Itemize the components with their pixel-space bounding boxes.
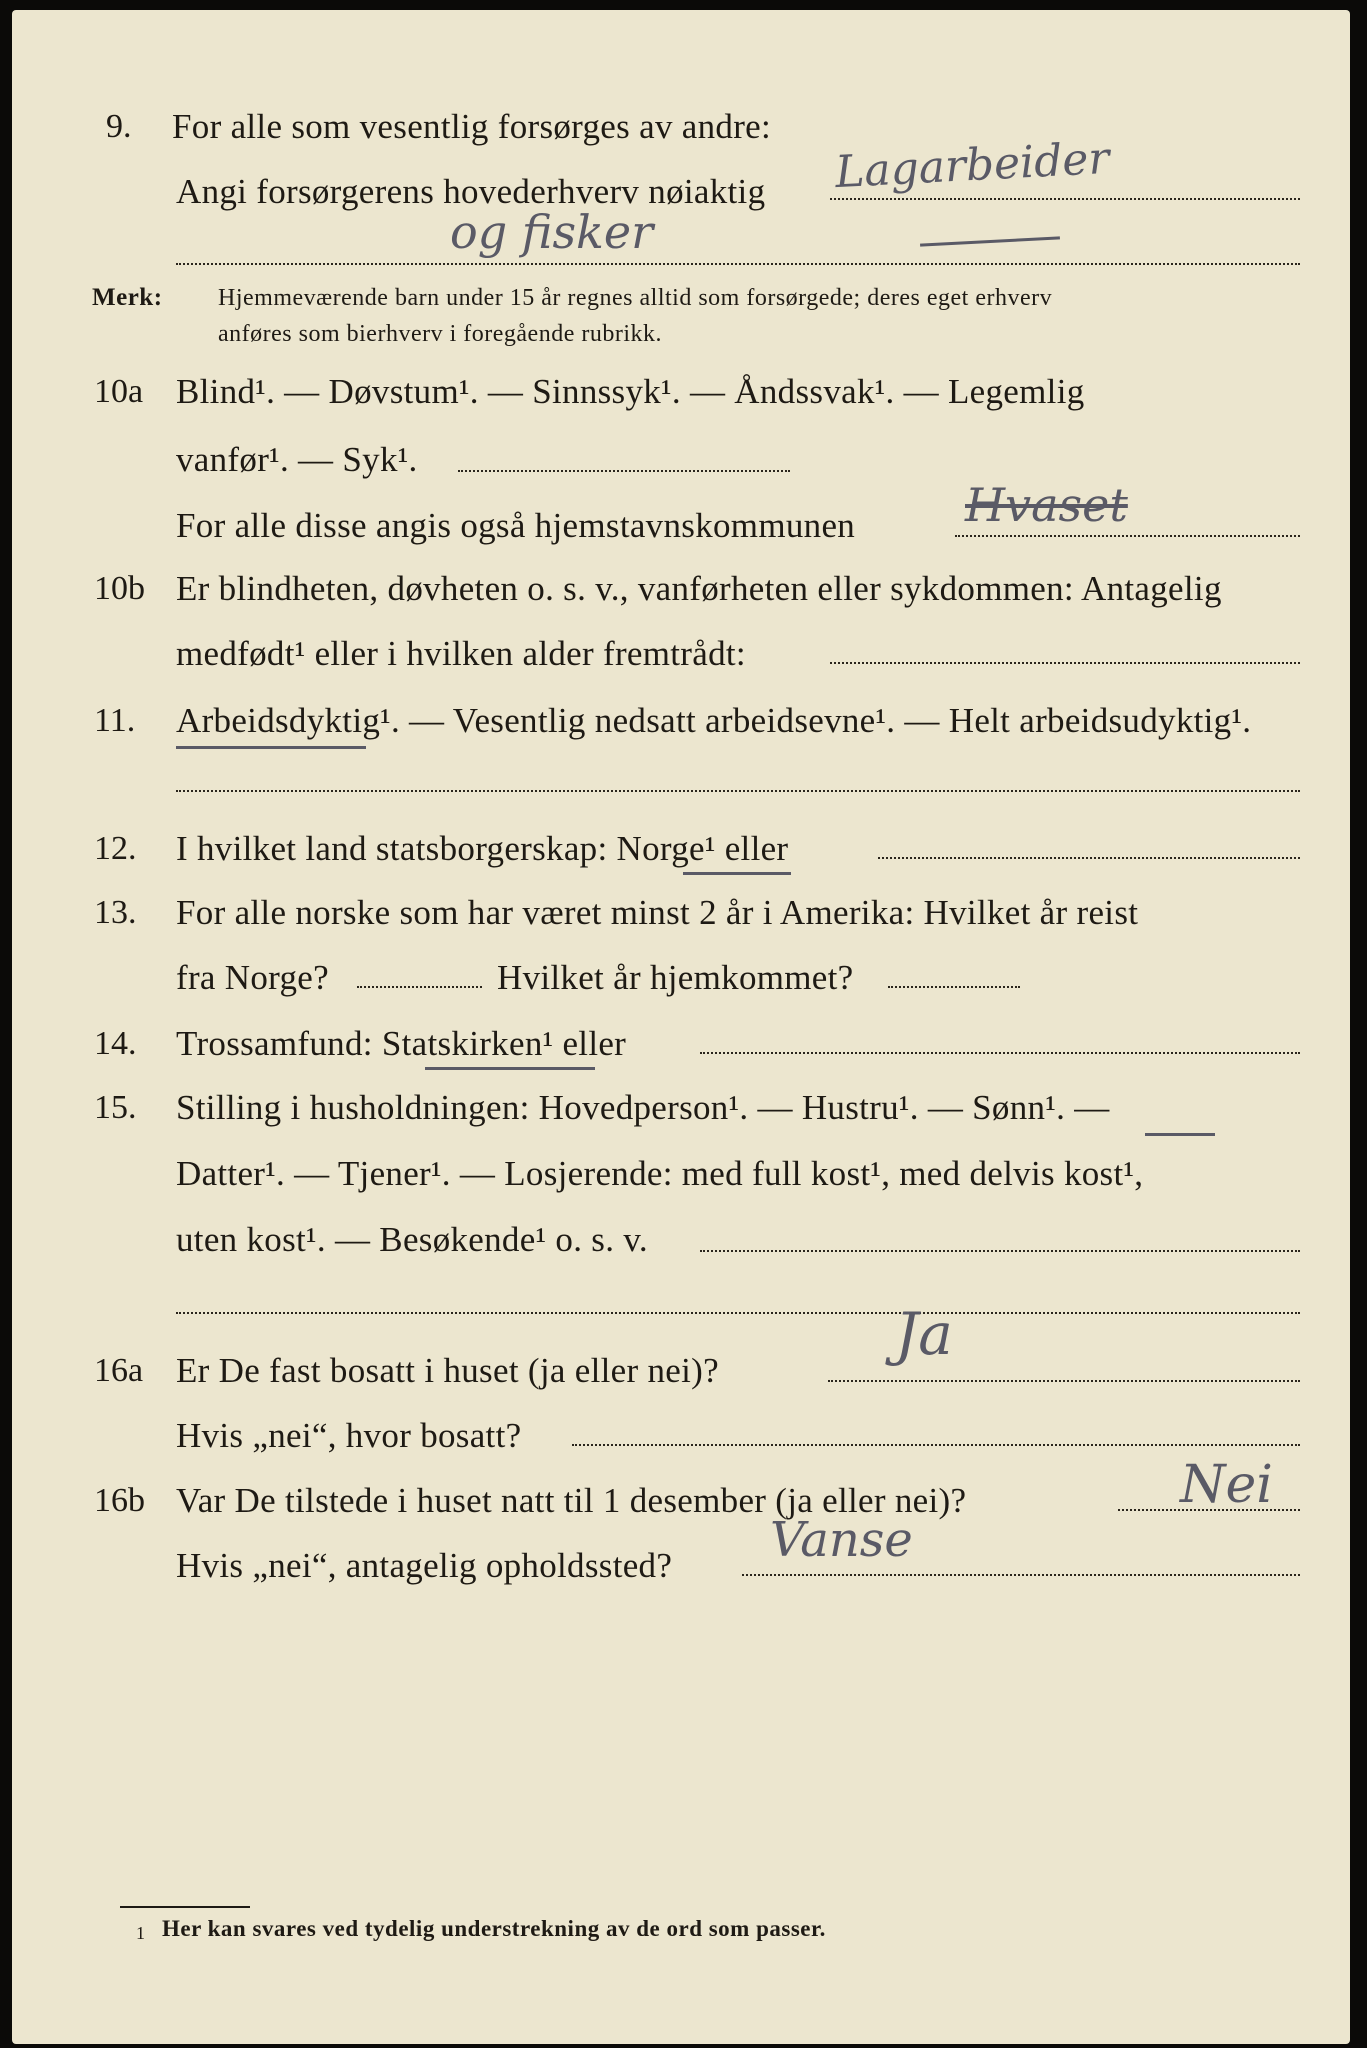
q11-underline-mark: [176, 746, 366, 749]
q13-line2a: fra Norge?: [176, 958, 329, 997]
q12-dotline: [878, 857, 1300, 859]
q13-dotline2: [888, 986, 1020, 988]
q15-underline-mark: [1145, 1133, 1215, 1136]
q10a-dotline2: [955, 535, 1300, 537]
q11-dotline: [176, 790, 1300, 792]
merk-label: Merk:: [92, 284, 163, 311]
q13-line2b: Hvilket år hjemkommet?: [497, 958, 854, 997]
q16b-answer-present[interactable]: Nei: [1180, 1455, 1273, 1515]
q15-line1: Stilling i husholdningen: Hovedperson¹. — Hustru¹. — Sønn¹. —: [176, 1088, 1110, 1127]
q16b-line1: Var De tilstede i huset natt til 1 desember (ja eller nei)?: [176, 1481, 967, 1520]
q9-dotline2: [176, 263, 1300, 265]
q10a-answer-home-municipality[interactable]: Hvaset: [965, 478, 1128, 532]
q13-line1: For alle norske som har været minst 2 år i Amerika: Hvilket år reist: [176, 893, 1139, 932]
q16a-answer[interactable]: Ja: [895, 1300, 953, 1368]
q16a-dotline2: [572, 1444, 1300, 1446]
merk-line2: anføres som bierhverv i foregående rubrikk.: [218, 321, 663, 347]
q16b-line2: Hvis „nei“, antagelig opholdssted?: [176, 1546, 673, 1585]
q13-dotline1: [357, 986, 482, 988]
q16a-line2: Hvis „nei“, hvor bosatt?: [176, 1416, 522, 1455]
merk-line1: Hjemmeværende barn under 15 år regnes alltid som forsørgede; deres eget erhverv: [218, 285, 1053, 311]
q16a-line1: Er De fast bosatt i huset (ja eller nei)?: [176, 1351, 719, 1390]
q15-line2: Datter¹. — Tjener¹. — Losjerende: med full kost¹, med delvis kost¹,: [176, 1154, 1144, 1193]
q10b-line1: Er blindheten, døvheten o. s. v., vanførheten eller sykdommen: Antagelig: [176, 569, 1222, 608]
q11-number: 11.: [94, 702, 136, 739]
q9-line2: Angi forsørgerens hovederhverv nøiaktig: [176, 172, 766, 211]
q15-dotline2: [176, 1312, 1300, 1314]
q10b-number: 10b: [94, 570, 145, 607]
q10a-number: 10a: [94, 373, 144, 410]
q10a-line2: vanfør¹. — Syk¹.: [176, 440, 418, 479]
q9-number: 9.: [106, 108, 132, 145]
q16b-dotline2: [742, 1574, 1300, 1576]
q16b-dotline1: [1118, 1509, 1300, 1511]
q16b-number: 16b: [94, 1482, 145, 1519]
q15-line3: uten kost¹. — Besøkende¹ o. s. v.: [176, 1220, 648, 1259]
q13-number: 13.: [94, 894, 137, 931]
q16a-number: 16a: [94, 1352, 144, 1389]
q14-dotline: [700, 1052, 1300, 1054]
q12-number: 12.: [94, 830, 137, 867]
q10a-line1: Blind¹. — Døvstum¹. — Sinnssyk¹. — Åndssvak¹. — Legemlig: [176, 372, 1085, 411]
q10b-dotline: [830, 662, 1300, 664]
q14-underline-mark: [425, 1067, 595, 1070]
footnote-rule: [120, 1906, 250, 1908]
q16b-answer-location[interactable]: Vanse: [770, 1512, 913, 1568]
q9-answer-continued[interactable]: og fisker: [450, 205, 654, 259]
q10a-line3: For alle disse angis også hjemstavnskommunen: [176, 506, 856, 545]
q10a-dotline1: [458, 470, 790, 472]
q15-number: 15.: [94, 1089, 137, 1126]
q14-number: 14.: [94, 1025, 137, 1062]
q9-line1: For alle som vesentlig forsørges av andre:: [172, 107, 772, 146]
q14-line1: Trossamfund: Statskirken¹ eller: [176, 1024, 627, 1063]
q16a-dotline1: [828, 1380, 1300, 1382]
footnote-text: Her kan svares ved tydelig understrekning av de ord som passer.: [162, 1916, 826, 1941]
q11-line1: Arbeidsdyktig¹. — Vesentlig nedsatt arbeidsevne¹. — Helt arbeidsudyktig¹.: [176, 701, 1252, 740]
q9-answer-dotline: [830, 198, 1300, 200]
q10b-line2: medfødt¹ eller i hvilken alder fremtrådt:: [176, 634, 746, 673]
q12-line1: I hvilket land statsborgerskap: Norge¹ eller: [176, 829, 789, 868]
q9-answer-occupation[interactable]: Lagarbeider: [833, 132, 1111, 199]
q12-underline-mark: [683, 872, 791, 875]
q15-dotline1: [700, 1250, 1300, 1252]
footnote-mark: 1: [136, 1923, 146, 1943]
